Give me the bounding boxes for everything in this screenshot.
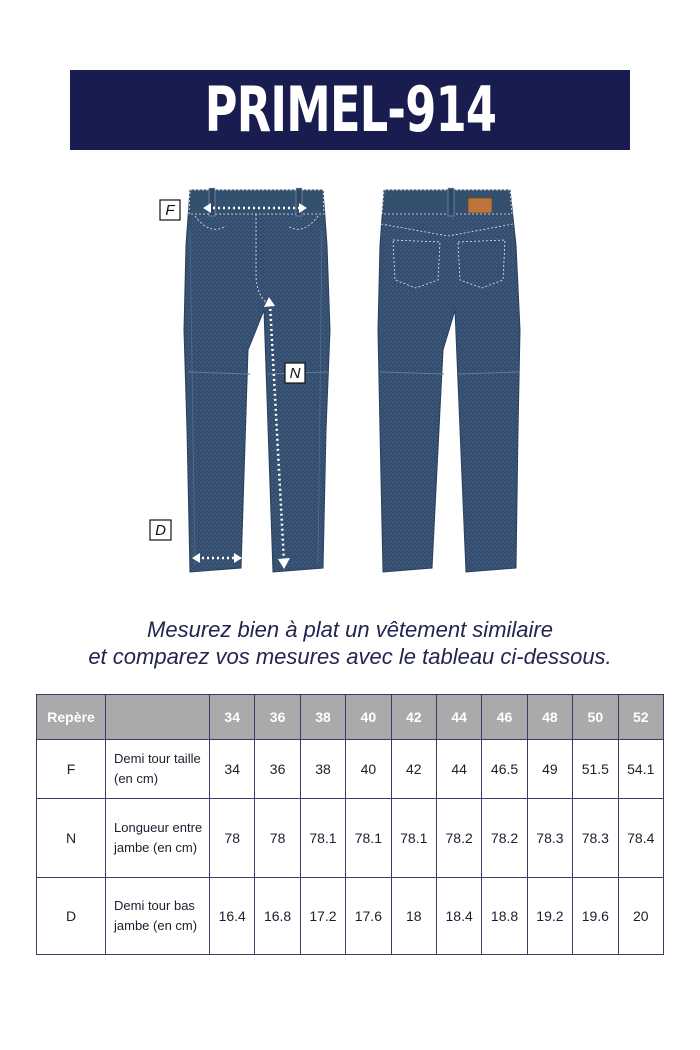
table-cell: 49 bbox=[527, 740, 572, 799]
table-cell: 42 bbox=[391, 740, 436, 799]
header-size: 52 bbox=[618, 695, 663, 740]
table-cell: 44 bbox=[436, 740, 481, 799]
table-cell: 78.3 bbox=[573, 799, 618, 878]
marker-d-box bbox=[150, 520, 171, 540]
table-cell: 78.1 bbox=[300, 799, 345, 878]
marker-d-label: D bbox=[155, 522, 166, 539]
table-cell: 36 bbox=[255, 740, 300, 799]
row-marker: F bbox=[37, 740, 106, 799]
table-cell: 19.6 bbox=[573, 878, 618, 955]
table-cell: 78.2 bbox=[436, 799, 481, 878]
header-size: 42 bbox=[391, 695, 436, 740]
measurement-instructions bbox=[0, 616, 700, 670]
row-marker: N bbox=[37, 799, 106, 878]
table-cell: 78.2 bbox=[482, 799, 527, 878]
header-size: 40 bbox=[346, 695, 391, 740]
table-cell: 17.2 bbox=[300, 878, 345, 955]
header-size: 34 bbox=[210, 695, 255, 740]
table-cell: 19.2 bbox=[527, 878, 572, 955]
table-cell: 78 bbox=[210, 799, 255, 878]
table-cell: 78.3 bbox=[527, 799, 572, 878]
table-cell: 78.1 bbox=[346, 799, 391, 878]
row-description: Longueur entre jambe (en cm) bbox=[106, 799, 210, 878]
header-size: 48 bbox=[527, 695, 572, 740]
table-row bbox=[37, 878, 664, 955]
table-cell: 18.8 bbox=[482, 878, 527, 955]
row-description: Demi tour bas jambe (en cm) bbox=[106, 878, 210, 955]
table-cell: 78 bbox=[255, 799, 300, 878]
table-cell: 16.4 bbox=[210, 878, 255, 955]
table-cell: 38 bbox=[300, 740, 345, 799]
jeans-illustration bbox=[0, 170, 700, 590]
header-size: 50 bbox=[573, 695, 618, 740]
header-size: 46 bbox=[482, 695, 527, 740]
row-marker: D bbox=[37, 878, 106, 955]
table-cell: 34 bbox=[210, 740, 255, 799]
header-description bbox=[106, 695, 210, 740]
marker-n-box bbox=[285, 363, 305, 383]
table-cell: 40 bbox=[346, 740, 391, 799]
table-row bbox=[37, 799, 664, 878]
header-size: 38 bbox=[300, 695, 345, 740]
title-banner bbox=[70, 70, 630, 150]
table-cell: 18 bbox=[391, 878, 436, 955]
table-cell: 16.8 bbox=[255, 878, 300, 955]
table-cell: 78.1 bbox=[391, 799, 436, 878]
page-title: PRIMEL-914 bbox=[204, 73, 496, 146]
header-size: 36 bbox=[255, 695, 300, 740]
table-cell: 18.4 bbox=[436, 878, 481, 955]
jeans-front bbox=[184, 188, 330, 572]
table-cell: 46.5 bbox=[482, 740, 527, 799]
marker-f-box bbox=[160, 200, 180, 220]
row-description: Demi tour taille (en cm) bbox=[106, 740, 210, 799]
size-table bbox=[36, 694, 664, 955]
marker-f-label: F bbox=[165, 202, 175, 219]
jeans-back bbox=[378, 188, 520, 572]
table-cell: 20 bbox=[618, 878, 663, 955]
caption-line-1: Mesurez bien à plat un vêtement similaire bbox=[147, 617, 553, 642]
table-cell: 78.4 bbox=[618, 799, 663, 878]
table-cell: 54.1 bbox=[618, 740, 663, 799]
table-cell: 17.6 bbox=[346, 878, 391, 955]
header-size: 44 bbox=[436, 695, 481, 740]
marker-n-label: N bbox=[289, 365, 301, 382]
caption-line-2: et comparez vos mesures avec le tableau ci-dessous. bbox=[88, 644, 612, 669]
header-marker: Repère bbox=[37, 695, 106, 740]
table-cell: 51.5 bbox=[573, 740, 618, 799]
table-header-row bbox=[37, 695, 664, 740]
table-row bbox=[37, 740, 664, 799]
